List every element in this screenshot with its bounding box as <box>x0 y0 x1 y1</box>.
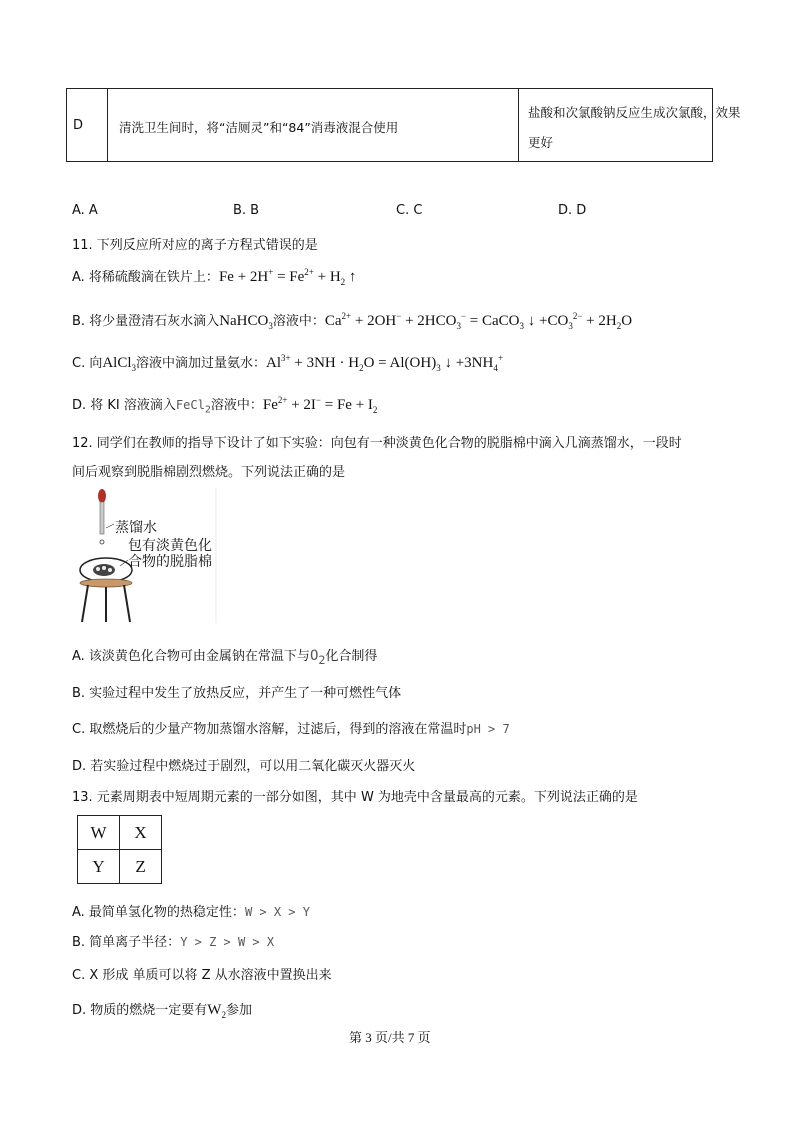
element-cell-z: Z <box>120 850 162 884</box>
row-label-cell <box>67 89 108 161</box>
dropper-tube <box>100 502 104 534</box>
q11-option-b <box>72 310 632 331</box>
answer-table-row-d <box>66 88 741 162</box>
q12-stem-line-1: 12. 同学们在教师的指导下设计了如下实验：向包有一种淡黄色化合物的脱脂棉中滴入几滴蒸馏水，一段时 <box>72 436 682 451</box>
q13-d-tail: 参加 <box>225 1003 252 1018</box>
q12-experiment-figure <box>76 488 221 623</box>
q11-c-equation: $Al^{3+} + 3NH \cdot H_2O = Al(OH)_3$ ↓ $+3NH_4^+$ <box>266 353 503 373</box>
element-cell-x: X <box>120 816 162 850</box>
q12-a-formula: $O_2$ <box>309 648 326 667</box>
q11-c-reagent: AlCl$_3$ <box>102 355 137 373</box>
q11-a-equation: $Fe + 2H^+ = Fe^{2+} + H_2$ ↑ <box>218 267 357 287</box>
q12-c-text: C. 取燃烧后的少量产物加蒸馏水溶解，过滤后，得到的溶液在常温时 <box>72 722 467 737</box>
q12-option-c <box>72 718 510 737</box>
label-cotton-line-2: 合物的脱脂棉 <box>128 555 212 570</box>
reason-cell <box>519 89 741 161</box>
q11-c-text-mid: 溶液中滴加过量氨水： <box>136 356 267 371</box>
q13-option-a <box>72 901 310 920</box>
q13-d-text: D. 物质的燃烧一定要有 <box>72 1003 208 1018</box>
q11-b-text-mid: 溶液中： <box>272 314 325 329</box>
q12-c-ph: pH > 7 <box>466 722 510 736</box>
q11-d-text-mid: 溶液中： <box>210 398 263 413</box>
reason-line-1: 盐酸和次氯酸钠反应生成次氯酸，效果 <box>528 105 741 120</box>
page-footer: 第 3 页/共 7 页 <box>349 1030 431 1045</box>
q10-option-b: B. B <box>233 203 260 218</box>
q10-option-a: A. A <box>72 203 98 218</box>
q13-b-order: Y > Z > W > X <box>180 935 275 949</box>
q11-option-d <box>72 394 377 415</box>
q10-option-c: C. C <box>396 203 423 218</box>
action-text: 清洗卫生间时，将“洁厕灵”和“84”消毒液混合使用 <box>119 120 399 135</box>
q13-option-c: C. X 形成 单质可以将 Z 从水溶液中置换出来 <box>72 968 332 983</box>
water-drop <box>100 540 104 544</box>
periodic-table-fragment <box>77 815 162 884</box>
q11-option-a <box>72 266 356 287</box>
q12-stem-line-2: 间后观察到脱脂棉剧烈燃烧。下列说法正确的是 <box>72 465 346 480</box>
q12-option-a <box>72 645 377 667</box>
q11-b-equation: $Ca^{2+} + 2OH^- + 2HCO_3^-$ = CaCO$_3$ ↓ $+CO_3^{2-} + 2H_2O$ <box>324 311 633 331</box>
q11-d-text: D. 将 KI 溶液滴入 <box>72 398 176 413</box>
q10-option-d: D. D <box>558 203 587 218</box>
q13-d-formula: $W_2$ <box>207 1002 226 1020</box>
q11-option-c <box>72 352 503 373</box>
q13-option-d <box>72 999 252 1020</box>
action-cell <box>108 89 519 161</box>
dropper-bulb <box>98 489 106 503</box>
q12-a-text: A. 该淡黄色化合物可由金属钠在常温下与 <box>72 649 310 664</box>
q11-b-reagent: NaHCO$_3$ <box>219 313 273 331</box>
q13-stem: 13. 元素周期表中短周期元素的一部分如图，其中 W 为地壳中含量最高的元素。下列说法正确的是 <box>72 790 638 805</box>
tripod-leg <box>82 585 88 622</box>
label-distilled-water: 蒸馏水 <box>115 521 157 536</box>
q11-stem: 11. 下列反应所对应的离子方程式错误的是 <box>72 238 318 253</box>
q13-b-text: B. 简单离子半径： <box>72 935 181 950</box>
q13-a-order: W > X > Y <box>244 905 310 919</box>
tripod-leg <box>124 585 130 622</box>
q11-a-text: A. 将稀硫酸滴在铁片上： <box>72 270 219 285</box>
q13-option-b <box>72 931 274 950</box>
q11-b-text: B. 将少量澄清石灰水滴入 <box>72 314 220 329</box>
label-cotton-line-1: 包有淡黄色化 <box>128 539 212 554</box>
q11-d-reagent: FeCl$_2$ <box>175 398 211 416</box>
q11-d-equation: $Fe^{2+} + 2I^- = Fe + I_2$ <box>262 395 378 415</box>
q13-a-text: A. 最简单氢化物的热稳定性： <box>72 905 245 920</box>
q12-a-tail: 化合制得 <box>325 649 378 664</box>
element-cell-y: Y <box>78 850 120 884</box>
q12-option-d: D. 若实验过程中燃烧过于剧烈，可以用二氧化碳灭火器灭火 <box>72 759 416 774</box>
row-label: D <box>73 118 84 133</box>
q11-c-text: C. 向 <box>72 356 103 371</box>
reason-line-2: 更好 <box>528 135 554 150</box>
element-cell-w: W <box>78 816 120 850</box>
q12-option-b: B. 实验过程中发生了放热反应，并产生了一种可燃性气体 <box>72 686 402 701</box>
